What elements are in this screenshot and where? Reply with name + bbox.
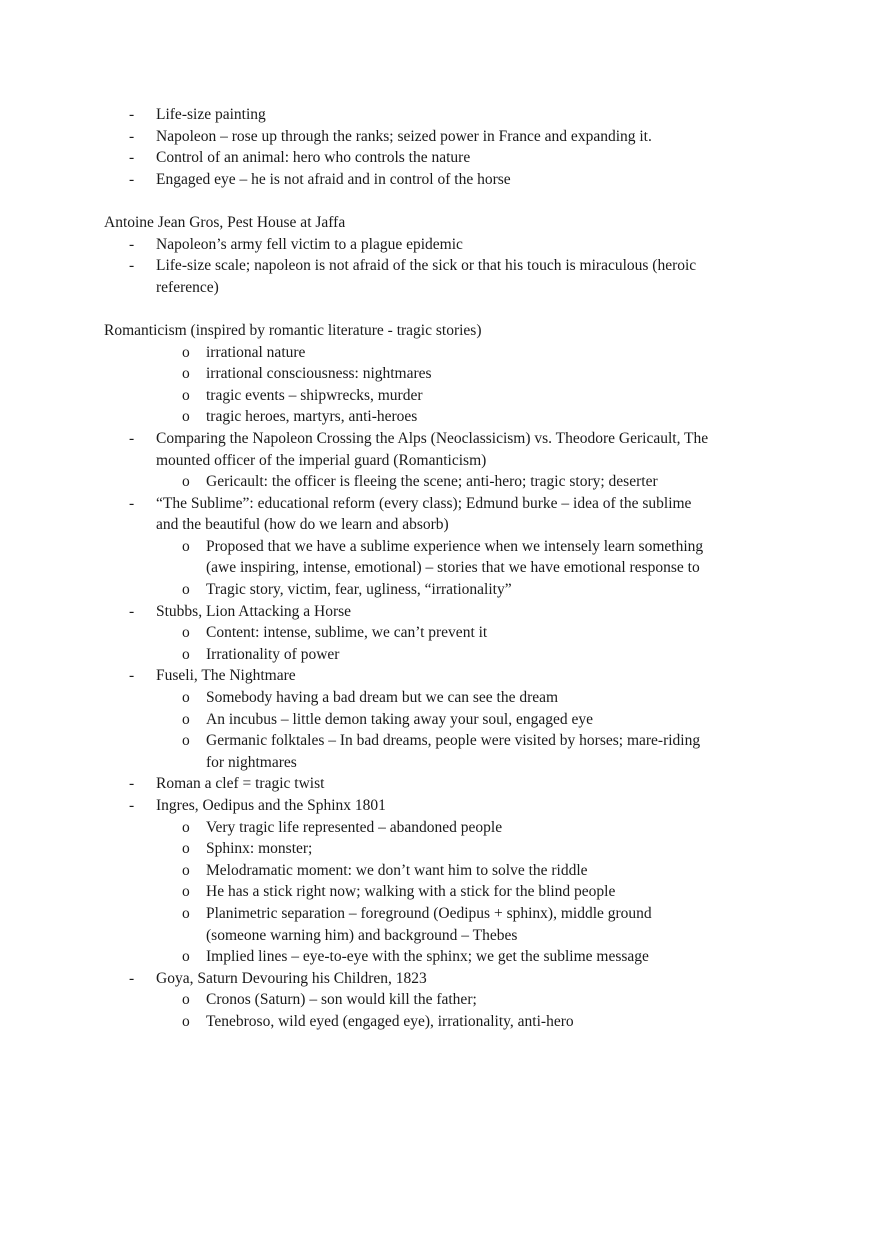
bullet-text: Life-size scale; napoleon is not afraid of the sick or that his touch is miraculous (heroic [156,257,697,275]
circle-marker: o [182,386,190,404]
sub-bullet-item [0,817,880,839]
sub-bullet-text: (someone warning him) and background – Thebes [206,926,518,944]
circle-marker: o [182,365,190,383]
bullet-text: Control of an animal: hero who controls the nature [156,149,471,167]
bullet-text: Roman a clef = tragic twist [156,775,325,793]
sub-bullet-text: tragic heroes, martyrs, anti-heroes [206,408,418,426]
dash-marker: - [129,602,135,620]
sub-bullet-item [0,385,880,407]
spacer [0,190,880,212]
sub-bullet-text: Somebody having a bad dream but we can see the dream [206,689,559,707]
bullet-item [0,773,880,795]
spacer [0,298,880,320]
bullet-item [0,968,880,990]
bullet-text: Napoleon – rose up through the ranks; seized power in France and expanding it. [156,127,652,145]
sub-bullet-continuation [0,557,880,579]
sub-bullet-text: Irrationality of power [206,645,340,663]
section-heading [0,320,880,342]
circle-marker: o [182,473,190,491]
dash-marker: - [129,667,135,685]
sub-bullet-item [0,579,880,601]
dash-marker: - [129,235,135,253]
bullet-text: Comparing the Napoleon Crossing the Alps (Neoclassicism) vs. Theodore Gericault, The [156,429,709,447]
sub-bullet-text: He has a stick right now; walking with a stick for the blind people [206,883,616,901]
dash-marker: - [129,797,135,814]
dash-marker: - [129,494,135,512]
sub-bullet-text: Melodramatic moment: we don’t want him to solve the riddle [206,861,588,879]
sub-bullet-item [0,342,880,364]
circle-marker: o [182,818,190,836]
sub-bullet-text: Sphinx: monster; [206,840,313,858]
circle-marker: o [182,732,190,750]
bullet-text: “The Sublime”: educational reform (every class); Edmund burke – idea of the sublime [156,494,692,512]
sub-bullet-text: Tragic story, victim, fear, ugliness, “irrationality” [206,581,512,599]
sub-bullet-item [0,471,880,493]
sub-bullet-item [0,881,880,903]
sub-bullet-item [0,903,880,925]
sub-bullet-text: Germanic folktales – In bad dreams, people were visited by horses; mare-riding [206,732,701,750]
bullet-item [0,428,880,450]
heading-text: Antoine Jean Gros, Pest House at Jaffa [104,213,346,231]
circle-marker: o [182,581,190,599]
circle-marker: o [182,343,190,361]
circle-marker: o [182,537,190,555]
sub-bullet-item [0,406,880,428]
sub-bullet-item [0,838,880,860]
sub-bullet-text: irrational consciousness: nightmares [206,365,432,383]
bullet-continuation [0,450,880,472]
section-heading [0,212,880,234]
bullet-item [0,493,880,515]
circle-marker: o [182,840,190,858]
sub-bullet-item [0,1011,880,1033]
bullet-text: Goya, Saturn Devouring his Children, 1823 [156,969,427,987]
sub-bullet-text: Content: intense, sublime, we can’t prevent it [206,624,488,642]
circle-marker: o [182,904,190,922]
circle-marker: o [182,991,190,1009]
sub-bullet-continuation [0,925,880,947]
bullet-text: Napoleon’s army fell victim to a plague epidemic [156,235,463,253]
sub-bullet-text: for nightmares [206,753,297,771]
sub-bullet-text: (awe inspiring, intense, emotional) – stories that we have emotional response to [206,559,700,577]
circle-marker: o [182,1012,190,1030]
circle-marker: o [182,624,190,642]
bullet-item [0,169,880,191]
sub-bullet-text: Planimetric separation – foreground (Oedipus + sphinx), middle ground [206,904,652,922]
dash-marker: - [129,257,135,275]
sub-bullet-item [0,622,880,644]
bullet-text: Engaged eye – he is not afraid and in control of the horse [156,170,511,188]
sub-bullet-item [0,687,880,709]
bullet-text: Stubbs, Lion Attacking a Horse [156,602,352,620]
bullet-text: mounted officer of the imperial guard (Romanticism) [156,451,487,469]
bullet-text: Life-size painting [156,106,266,123]
bullet-item [0,126,880,148]
bullet-text: Fuseli, The Nightmare [156,667,296,685]
sub-bullet-text: Gericault: the officer is fleeing the scene; anti-hero; tragic story; deserter [206,473,658,491]
dash-marker: - [129,149,135,167]
sub-bullet-item [0,989,880,1011]
dash-marker: - [129,127,135,145]
sub-bullet-text: Proposed that we have a sublime experience when we intensely learn something [206,537,704,555]
document-page [0,104,880,1033]
circle-marker: o [182,861,190,879]
sub-bullet-text: tragic events – shipwrecks, murder [206,386,423,404]
bullet-item [0,147,880,169]
bullet-item [0,104,880,126]
bullet-item [0,234,880,256]
bullet-item [0,601,880,623]
dash-marker: - [129,969,135,987]
sub-bullet-item [0,363,880,385]
sub-bullet-item [0,730,880,752]
bullet-text: reference) [156,278,219,296]
circle-marker: o [182,883,190,901]
circle-marker: o [182,948,190,966]
sub-bullet-item [0,709,880,731]
sub-bullet-text: irrational nature [206,343,306,361]
dash-marker: - [129,429,135,447]
sub-bullet-text: Implied lines – eye-to-eye with the sphinx; we get the sublime message [206,948,649,966]
sub-bullet-text: Tenebroso, wild eyed (engaged eye), irrationality, anti-hero [206,1012,574,1030]
bullet-continuation [0,277,880,299]
circle-marker: o [182,408,190,426]
sub-bullet-item [0,946,880,968]
sub-bullet-text: Very tragic life represented – abandoned people [206,818,503,836]
circle-marker: o [182,710,190,728]
bullet-text: Ingres, Oedipus and the Sphinx 1801 [156,797,386,814]
sub-bullet-text: Cronos (Saturn) – son would kill the father; [206,991,477,1009]
bullet-item [0,255,880,277]
dash-marker: - [129,170,135,188]
bullet-continuation [0,514,880,536]
sub-bullet-text: An incubus – little demon taking away your soul, engaged eye [206,710,593,728]
sub-bullet-continuation [0,752,880,774]
bullet-item [0,795,880,817]
sub-bullet-item [0,860,880,882]
bullet-text: and the beautiful (how do we learn and absorb) [156,516,449,534]
bullet-item [0,665,880,687]
sub-bullet-item [0,536,880,558]
dash-marker: - [129,106,135,123]
heading-text: Romanticism (inspired by romantic literature - tragic stories) [104,321,482,339]
circle-marker: o [182,645,190,663]
dash-marker: - [129,775,135,793]
sub-bullet-item [0,644,880,666]
circle-marker: o [182,689,190,707]
